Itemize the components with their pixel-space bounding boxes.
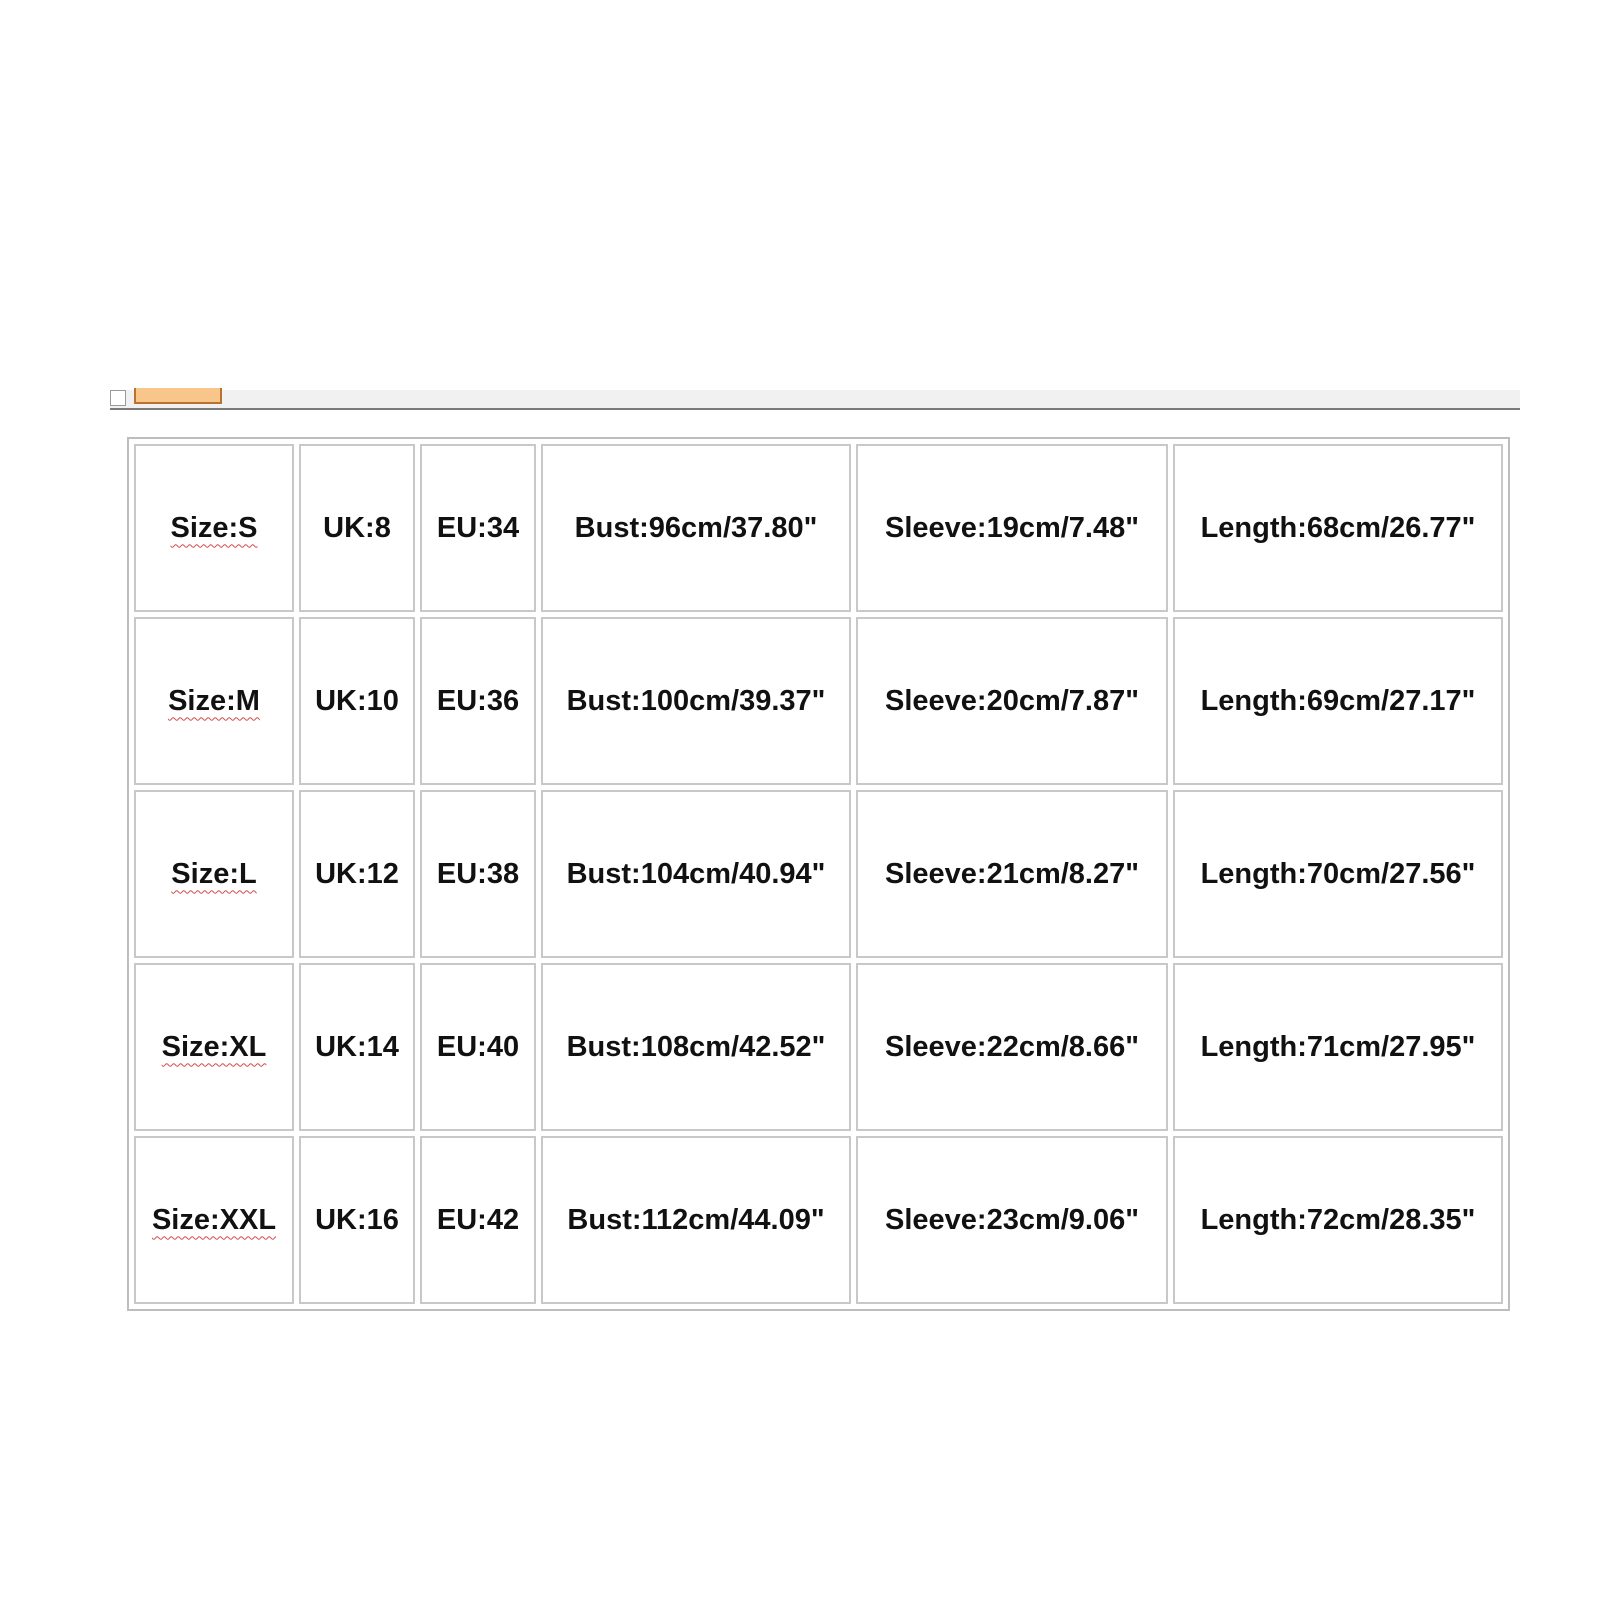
length-cell: Length:68cm/26.77" [1173, 444, 1503, 612]
uk-cell: UK:12 [299, 790, 415, 958]
length-cell: Length:72cm/28.35" [1173, 1136, 1503, 1304]
uk-cell: UK:16 [299, 1136, 415, 1304]
sleeve-cell: Sleeve:19cm/7.48" [856, 444, 1168, 612]
table-row [134, 790, 1503, 958]
eu-cell: EU:36 [420, 617, 536, 785]
size-label: Size:S [170, 511, 258, 544]
table-row [134, 1136, 1503, 1304]
uk-cell: UK:10 [299, 617, 415, 785]
size-label: Size:XL [161, 1030, 267, 1063]
size-label: Size:XXL [151, 1203, 277, 1236]
size-cell [134, 444, 294, 612]
sleeve-cell: Sleeve:23cm/9.06" [856, 1136, 1168, 1304]
size-label: Size:M [168, 684, 260, 717]
table-row [134, 444, 1503, 612]
bust-cell: Bust:104cm/40.94" [541, 790, 851, 958]
bust-cell: Bust:108cm/42.52" [541, 963, 851, 1131]
eu-cell: EU:34 [420, 444, 536, 612]
editor-toolbar-strip [110, 390, 1520, 410]
uk-cell: UK:14 [299, 963, 415, 1131]
eu-cell: EU:38 [420, 790, 536, 958]
length-cell: Length:69cm/27.17" [1173, 617, 1503, 785]
uk-cell: UK:8 [299, 444, 415, 612]
highlight-tag [134, 388, 222, 404]
sleeve-cell: Sleeve:20cm/7.87" [856, 617, 1168, 785]
table-row [134, 617, 1503, 785]
sleeve-cell: Sleeve:22cm/8.66" [856, 963, 1168, 1131]
table-row [134, 963, 1503, 1131]
checkbox-icon[interactable] [110, 390, 126, 406]
size-label: Size:L [171, 857, 257, 890]
bust-cell: Bust:100cm/39.37" [541, 617, 851, 785]
bust-cell: Bust:112cm/44.09" [541, 1136, 851, 1304]
length-cell: Length:71cm/27.95" [1173, 963, 1503, 1131]
length-cell: Length:70cm/27.56" [1173, 790, 1503, 958]
size-cell [134, 963, 294, 1131]
eu-cell: EU:40 [420, 963, 536, 1131]
sleeve-cell: Sleeve:21cm/8.27" [856, 790, 1168, 958]
size-cell [134, 790, 294, 958]
eu-cell: EU:42 [420, 1136, 536, 1304]
size-cell [134, 617, 294, 785]
bust-cell: Bust:96cm/37.80" [541, 444, 851, 612]
size-chart-table [127, 437, 1510, 1311]
size-cell [134, 1136, 294, 1304]
